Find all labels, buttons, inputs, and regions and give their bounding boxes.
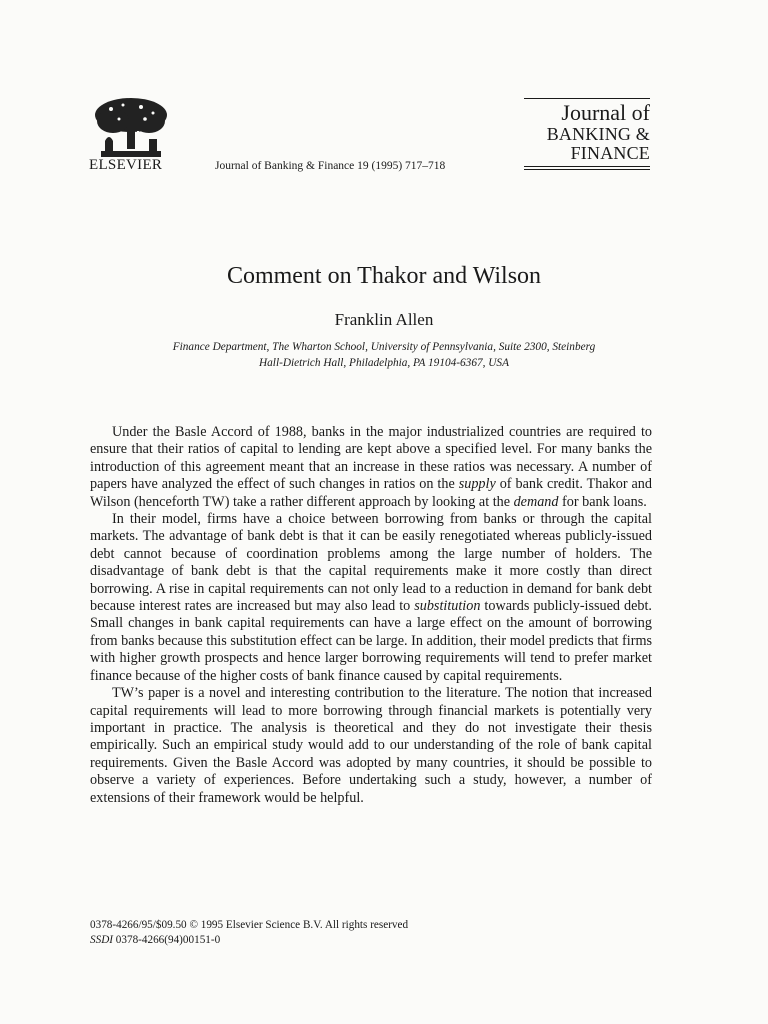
journal-title-line-3: FINANCE [570,143,650,163]
copyright-line: 0378-4266/95/$09.50 © 1995 Elsevier Science B.V. All rights reserved [90,919,409,931]
affiliation-line-1: Finance Department, The Wharton School, University of Pennsylvania, Suite 2300, Steinberg [172,341,596,353]
paragraph-2 [90,511,652,685]
elsevier-tree-logo [91,95,171,157]
page-footer [90,918,408,948]
journal-title-line-1: Journal of [561,100,650,125]
paragraph-1-text-c: for bank loans. [558,493,647,510]
paragraph-1-emphasis-demand: demand [513,493,559,510]
paragraph-1-emphasis-supply: supply [458,476,496,493]
affiliation-line-2: Hall-Dietrich Hall, Philadelphia, PA 19104-6367, USA [259,357,509,369]
article-title: Comment on Thakor and Wilson [226,263,542,289]
paragraph-1-text-b: of bank credit. Thakor and Wilson (henceforth TW) take a rather different approach by looking at the [90,476,652,510]
journal-title-line-2: BANKING & [546,124,650,144]
paragraph-1 [90,424,652,511]
article-author: Franklin Allen [334,310,434,329]
journal-masthead [524,98,650,170]
ssdi-code: 0378-4266(94)00151-0 [113,934,221,946]
paragraph-1-text-a: Under the Basle Accord of 1988, banks in the major industrialized countries are required to ensure that their ratios of capital to lending are kept above a specified level. For many banks the introduction of this agreement meant that an increase in these ratios was necessary. A number of papers have analyzed the effect of such changes in ratios on the [90,424,652,493]
author-affiliation [100,339,668,371]
masthead-top-rule [524,98,650,99]
paragraph-3: TW’s paper is a novel and interesting contribution to the literature. The notion that increased capital requirements will lead to more borrowing through financial markets is potentially very important in practice. The analysis is theoretical and they do not investigate their thesis empirically. Such an empirical study would add to our understanding of the role of bank capital requirements. Given the Basle Accord was adopted by many countries, it should be possible to observe a variety of experiences. Before undertaking such a study, however, a number of extensions of their framework would be helpful. [90,685,652,806]
ssdi-label: SSDI [90,934,113,946]
masthead-bottom-rule [524,166,650,170]
paragraph-2-text-b: towards publicly-issued debt. Small changes in bank capital requirements can have a large effect on the amount of borrowing from banks because this substitution effect can be large. In addition, their model predicts that firms with higher growth prospects and hence larger borrowing requirements will tend to prefer market finance because of the higher costs of bank finance caused by capital requirements. [90,598,652,684]
article-body [90,424,652,807]
journal-citation: Journal of Banking & Finance 19 (1995) 717–718 [215,160,446,172]
paragraph-2-emphasis-substitution: substitution [414,598,481,615]
ssdi-line [90,933,408,948]
publisher-name: ELSEVIER [89,157,163,173]
paragraph-2-text-a: In their model, firms have a choice between borrowing from banks or through the capital markets. The advantage of bank debt is that it can be easily renegotiated whereas publicly-issued debt cannot because of coordination problems among the large number of holders. The disadvantage of bank debt is that the capital requirements make it more costly than direct borrowing. A rise in capital requirements can not only lead to a reduction in demand for bank debt because interest rates are increased but may also lead to [90,511,652,615]
